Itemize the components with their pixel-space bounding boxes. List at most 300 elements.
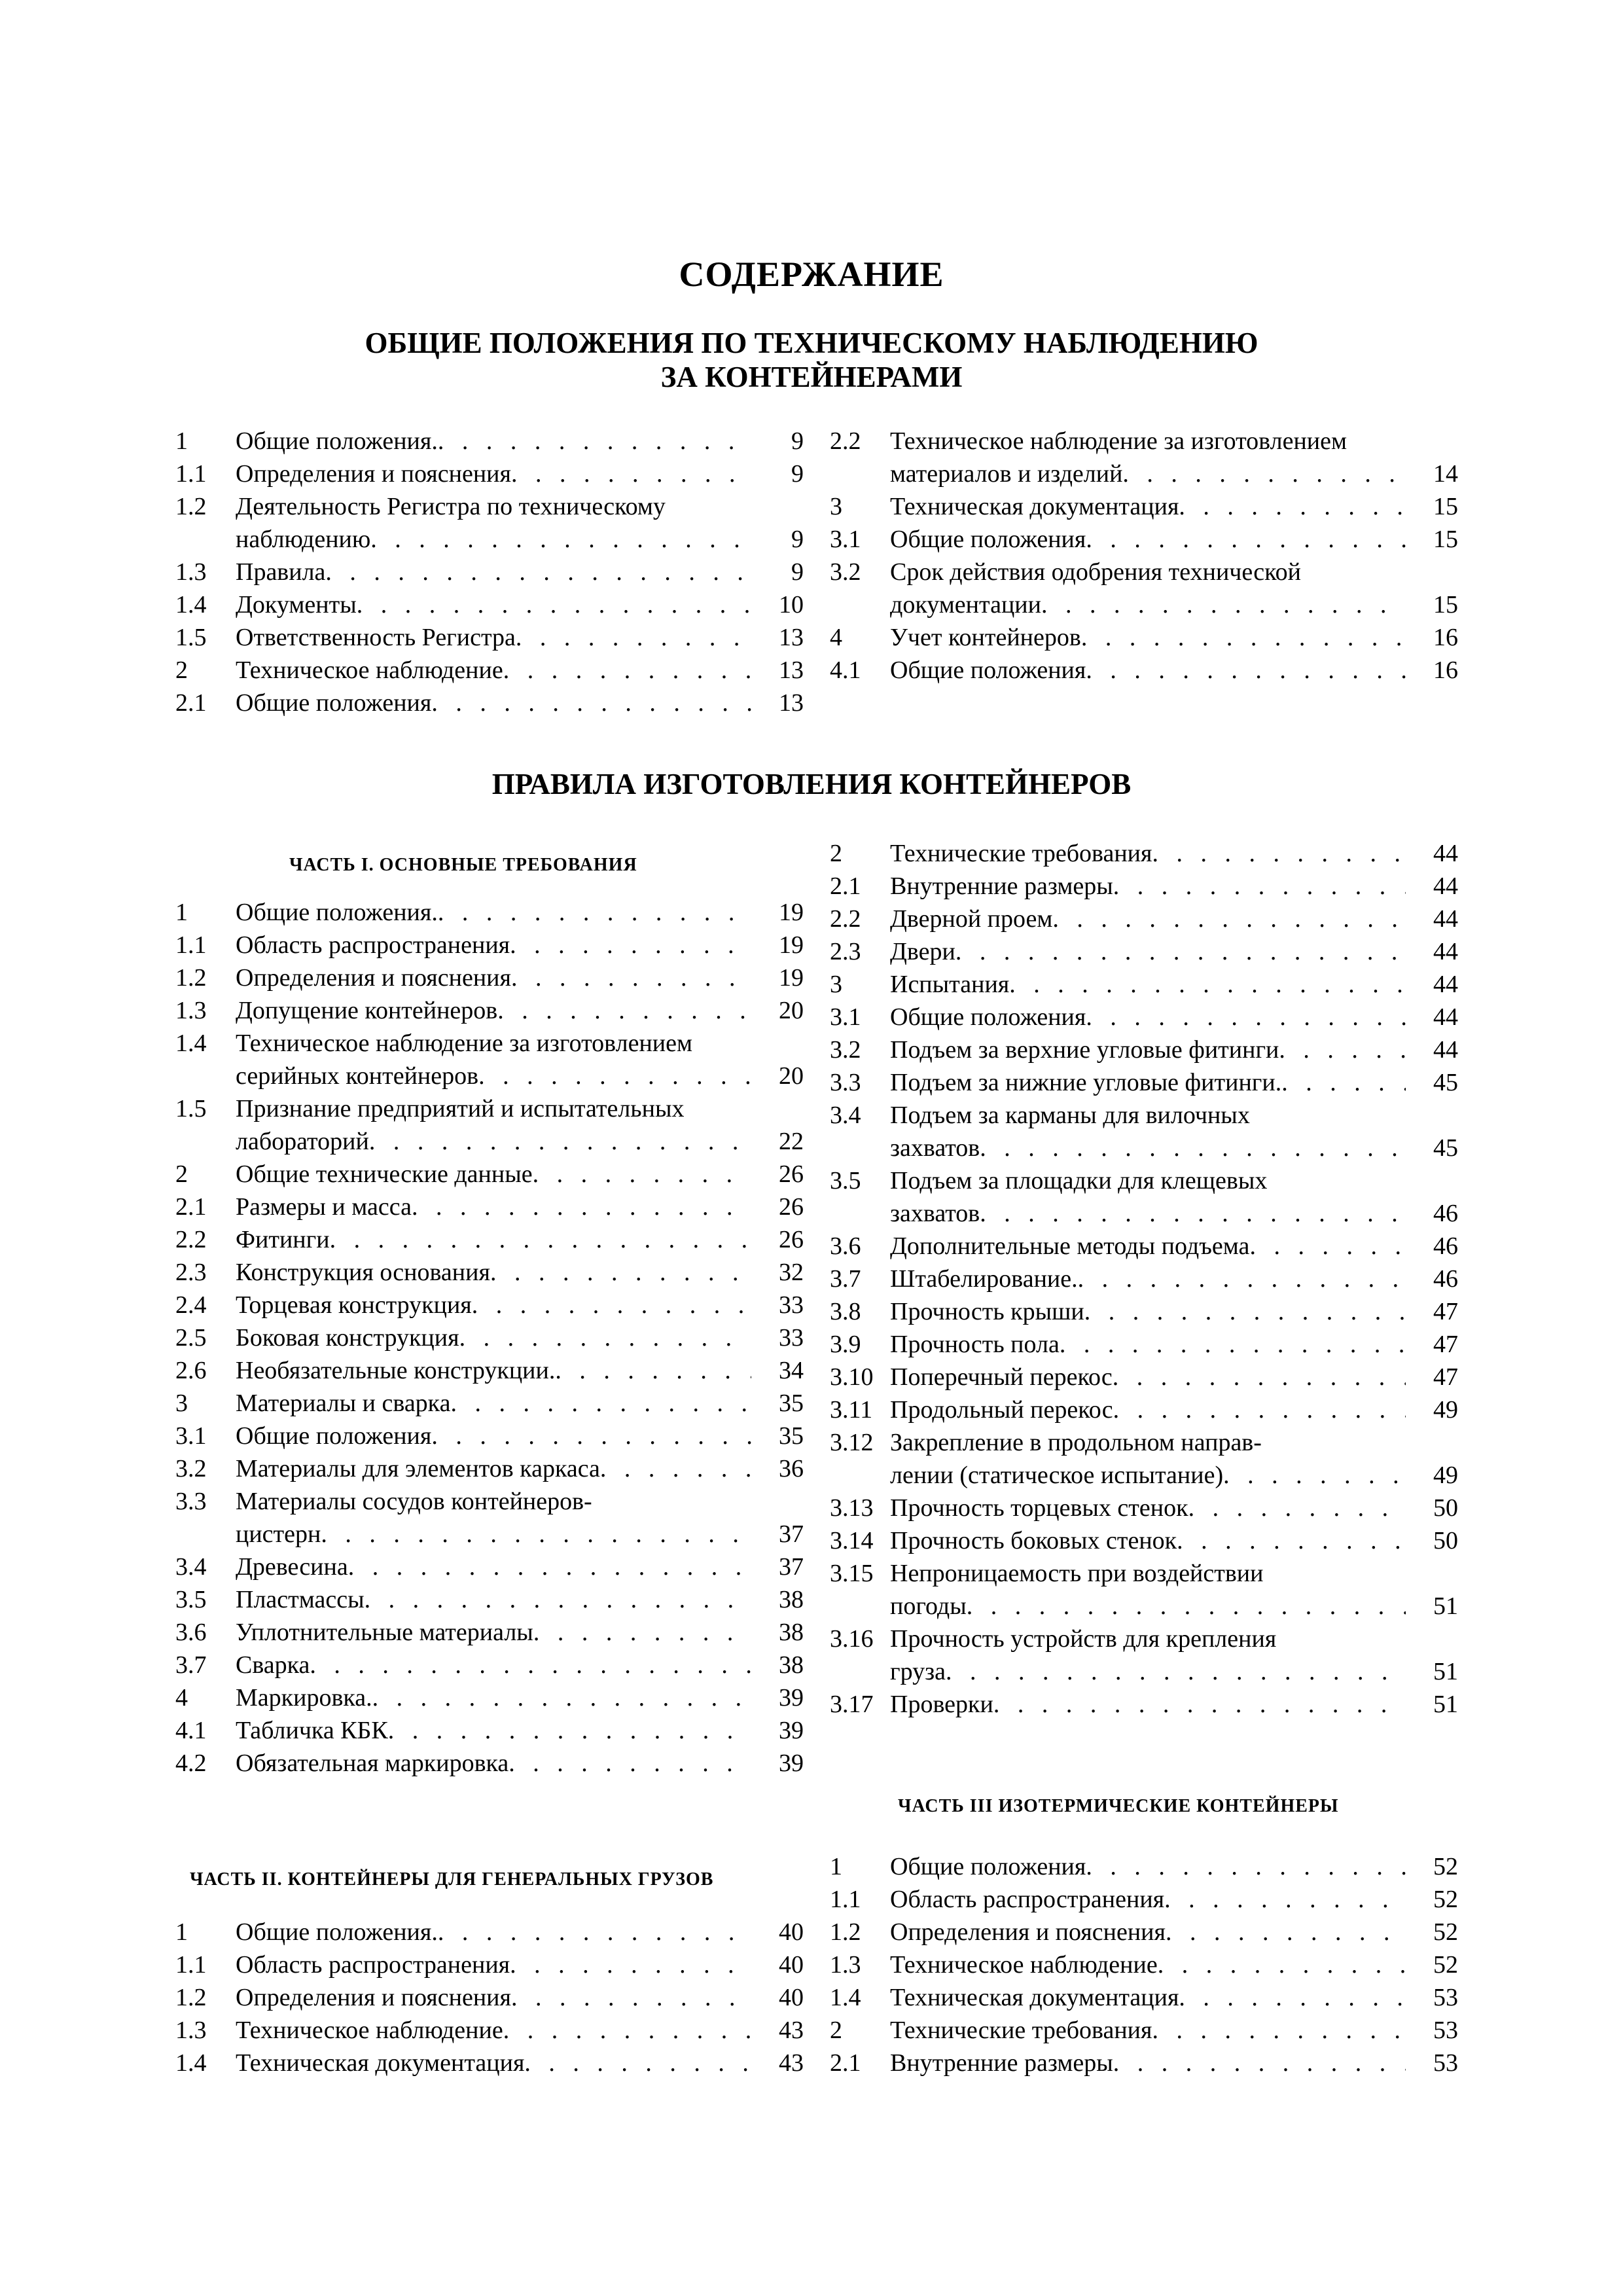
- dot-leader: [478, 1060, 751, 1092]
- toc-entry-number: 4: [175, 1684, 188, 1712]
- toc-entry-page: 46: [1433, 1265, 1458, 1293]
- toc-entry: [175, 1026, 804, 1059]
- toc-entry: [175, 1452, 804, 1484]
- toc-entry-page: 15: [1433, 493, 1458, 520]
- toc-entry-number: 1.3: [175, 2017, 207, 2044]
- toc-entry-label: документации: [890, 591, 1041, 619]
- toc-entry-label: Подъем за верхние угловые фитинги: [890, 1036, 1279, 1064]
- toc-entry-title: [890, 1460, 1406, 1491]
- toc-entry-number: 2.6: [175, 1357, 207, 1384]
- dot-leader: [503, 2015, 751, 2046]
- toc-entry: [830, 522, 1458, 555]
- toc-entry-number: 3.17: [830, 1691, 874, 1718]
- toc-entry-number: 3.16: [830, 1625, 874, 1653]
- toc-entry-number: 2: [175, 1160, 188, 1188]
- toc-entry-label: Боковая конструкция: [236, 1324, 459, 1352]
- toc-entry-page: 9: [791, 558, 804, 586]
- toc-entry-number: 3.10: [830, 1363, 874, 1391]
- toc-entry-page: 20: [779, 997, 804, 1024]
- toc-entry-label: Уплотнительные материалы: [236, 1619, 533, 1646]
- dot-leader: [1009, 969, 1406, 1000]
- toc-entry-page: 38: [779, 1586, 804, 1613]
- toc-entry-number: 2: [830, 840, 842, 867]
- toc-entry-title: [236, 655, 751, 686]
- dot-leader: [348, 1551, 751, 1583]
- toc-entry: [175, 686, 804, 719]
- dot-leader: [955, 936, 1406, 967]
- toc-entry-page: 44: [1433, 872, 1458, 900]
- toc-entry: [830, 1066, 1458, 1098]
- dot-leader: [511, 1982, 751, 2013]
- toc-entry-number: 3.4: [175, 1553, 207, 1581]
- toc-entry-label: цистерн: [236, 1520, 321, 1548]
- dot-leader: [1086, 524, 1406, 555]
- toc-entry-number: 2.2: [830, 905, 861, 933]
- toc-entry: [175, 1321, 804, 1354]
- toc-entry-number: 3.6: [830, 1232, 861, 1260]
- toc-entry-label: Двери: [890, 938, 955, 965]
- toc-entry-page: 53: [1433, 2049, 1458, 2077]
- toc-entry: [830, 1687, 1458, 1720]
- toc-entry-title: [236, 995, 751, 1026]
- toc-entry-title: [236, 2047, 751, 2079]
- toc-entry-label: Общие положения: [890, 526, 1086, 553]
- toc-entry: [175, 1255, 804, 1288]
- toc-entry-page: 16: [1433, 656, 1458, 684]
- toc-entry: [830, 1327, 1458, 1360]
- toc-entry-title: [890, 1525, 1406, 1556]
- dot-leader: [516, 622, 751, 653]
- toc-entry-title: [236, 1453, 751, 1484]
- toc-entry: [175, 620, 804, 653]
- toc-entry-title: [890, 1851, 1406, 1882]
- toc-entry-number: 3.14: [830, 1527, 874, 1554]
- dot-leader: [511, 458, 751, 490]
- toc-entry-page: 40: [779, 1918, 804, 1946]
- toc-entry-title: [236, 491, 751, 522]
- toc-entry: [830, 1458, 1458, 1491]
- toc-entry-label: Техническое наблюдение: [890, 1951, 1158, 1979]
- toc-entry-number: 2.2: [175, 1226, 207, 1253]
- part3-heading: ЧАСТЬ III ИЗОТЕРМИЧЕСКИЕ КОНТЕЙНЕРЫ: [898, 1796, 1339, 1816]
- toc-entry: [175, 522, 804, 555]
- dot-leader: [600, 1453, 751, 1484]
- section1-title-line2: ЗА КОНТЕЙНЕРАМИ: [660, 361, 963, 393]
- dot-leader: [1166, 1916, 1406, 1948]
- toc-entry-label: Документы: [236, 591, 357, 619]
- toc-entry-label: Закрепление в продольном направ-: [890, 1429, 1262, 1456]
- toc-entry: [175, 555, 804, 588]
- toc-entry-number: 3.3: [830, 1069, 861, 1096]
- dot-leader: [511, 962, 751, 994]
- dot-leader: [503, 655, 751, 686]
- toc-entry: [830, 1948, 1458, 1981]
- dot-leader: [1113, 2047, 1406, 2079]
- toc-entry: [175, 961, 804, 994]
- toc-entry-number: 1.1: [175, 931, 207, 959]
- toc-entry-title: [236, 1551, 751, 1583]
- toc-entry-number: 1.4: [175, 2049, 207, 2077]
- toc-entry-label: материалов и изделий: [890, 460, 1123, 488]
- toc-entry: [175, 1092, 804, 1124]
- toc-entry-page: 50: [1433, 1527, 1458, 1554]
- toc-entry-label: Область распространения: [236, 1951, 510, 1979]
- toc-entry-page: 9: [791, 526, 804, 553]
- toc-entry-title: [890, 1427, 1406, 1458]
- dot-leader: [431, 687, 751, 719]
- dot-leader: [370, 524, 751, 555]
- toc-entry-page: 45: [1433, 1134, 1458, 1162]
- toc-entry: [830, 1196, 1458, 1229]
- toc-entry-number: 2.1: [175, 689, 207, 717]
- toc-entry: [175, 1648, 804, 1681]
- toc-entry-number: 3.4: [830, 1102, 861, 1129]
- toc-entry-number: 3.1: [175, 1422, 207, 1450]
- dot-leader: [321, 1518, 751, 1550]
- toc-entry-page: 44: [1433, 1003, 1458, 1031]
- toc-entry-title: [236, 1486, 751, 1517]
- toc-entry-title: [236, 1584, 751, 1615]
- toc-entry-label: Пластмассы: [236, 1586, 365, 1613]
- dot-leader: [533, 1617, 751, 1648]
- toc-entry-label: Общие технические данные: [236, 1160, 533, 1188]
- toc-entry-page: 15: [1433, 591, 1458, 619]
- toc-entry-title: [236, 1093, 751, 1124]
- toc-entry-title: [890, 655, 1406, 686]
- toc-entry-title: [236, 1617, 751, 1648]
- toc-entry-label: Общие положения: [890, 1853, 1086, 1880]
- toc-entry-title: [236, 1982, 751, 2013]
- toc-entry-page: 44: [1433, 840, 1458, 867]
- toc-entry-page: 19: [779, 899, 804, 926]
- dot-leader: [946, 1656, 1406, 1687]
- dot-leader: [510, 1949, 751, 1981]
- toc-entry-number: 1: [830, 1853, 842, 1880]
- toc-entry: [830, 555, 1458, 588]
- dot-leader: [1078, 1263, 1406, 1295]
- toc-entry-page: 22: [779, 1128, 804, 1155]
- toc-entry-label: Общие положения: [890, 656, 1086, 684]
- toc-entry: [830, 1882, 1458, 1915]
- toc-entry-title: [236, 524, 751, 555]
- toc-entry-page: 34: [779, 1357, 804, 1384]
- dot-leader: [497, 995, 751, 1026]
- toc-entry-title: [890, 1361, 1406, 1393]
- dot-leader: [1084, 1296, 1406, 1327]
- toc-entry-label: Подъем за карманы для вилочных: [890, 1102, 1250, 1129]
- toc-entry: [175, 1713, 804, 1746]
- toc-entry: [830, 1491, 1458, 1524]
- toc-entry-page: 49: [1433, 1396, 1458, 1424]
- toc-entry: [830, 2046, 1458, 2079]
- toc-entry-number: 3: [175, 1390, 188, 1417]
- toc-entry-page: 51: [1433, 1691, 1458, 1718]
- toc-entry-title: [236, 589, 751, 620]
- toc-entry-page: 40: [779, 1951, 804, 1979]
- toc-entry-page: 52: [1433, 1951, 1458, 1979]
- toc-entry: [830, 1622, 1458, 1655]
- toc-entry: [175, 490, 804, 522]
- dot-leader: [357, 589, 751, 620]
- toc-entry-label: Штабелирование.: [890, 1265, 1078, 1293]
- toc-entry-number: 2: [175, 656, 188, 684]
- toc-entry-page: 47: [1433, 1363, 1458, 1391]
- toc-entry-number: 2.1: [830, 2049, 861, 2077]
- toc-entry-title: [890, 1623, 1406, 1655]
- toc-entry-title: [236, 1916, 751, 1948]
- toc-entry: [830, 1655, 1458, 1687]
- toc-entry-number: 1.4: [830, 1984, 861, 2011]
- page-title: СОДЕРЖАНИЕ: [679, 255, 944, 294]
- toc-entry-number: 1.4: [175, 591, 207, 619]
- toc-entry-title: [236, 1060, 751, 1092]
- toc-entry-label: Внутренние размеры: [890, 2049, 1113, 2077]
- toc-entry-page: 26: [779, 1226, 804, 1253]
- toc-entry-title: [890, 1100, 1406, 1131]
- toc-entry-label: Фитинги: [236, 1226, 330, 1253]
- section1-toc-left: [175, 424, 804, 719]
- toc-entry: [175, 653, 804, 686]
- toc-entry: [175, 1583, 804, 1615]
- toc-entry-title: [236, 458, 751, 490]
- toc-entry-label: Поперечный перекос: [890, 1363, 1113, 1391]
- toc-entry-page: 9: [791, 460, 804, 488]
- dot-leader: [1223, 1460, 1406, 1491]
- toc-entry-title: [890, 838, 1406, 869]
- toc-entry-label: Внутренние размеры: [890, 872, 1113, 900]
- toc-entry-label: Обязательная маркировка: [236, 1749, 509, 1777]
- dot-leader: [412, 1191, 751, 1223]
- toc-entry-page: 52: [1433, 1886, 1458, 1913]
- toc-entry-title: [236, 2015, 751, 2046]
- toc-entry-title: [890, 870, 1406, 902]
- toc-entry: [175, 1948, 804, 1981]
- toc-entry-page: 39: [779, 1717, 804, 1744]
- toc-entry-number: 4: [830, 624, 842, 651]
- toc-entry-title: [236, 556, 751, 588]
- toc-entry-title: [236, 1949, 751, 1981]
- toc-entry-title: [236, 1649, 751, 1681]
- toc-entry: [175, 1124, 804, 1157]
- toc-entry: [830, 869, 1458, 902]
- toc-entry-label: Материалы для элементов каркаса: [236, 1455, 600, 1482]
- toc-entry-page: 45: [1433, 1069, 1458, 1096]
- toc-entry-title: [236, 1028, 751, 1059]
- toc-entry-number: 1.1: [830, 1886, 861, 1913]
- toc-entry-title: [890, 1656, 1406, 1687]
- toc-entry: [175, 1981, 804, 2013]
- toc-entry: [175, 1615, 804, 1648]
- dot-leader: [369, 1126, 751, 1157]
- toc-entry-title: [890, 1394, 1406, 1426]
- toc-entry: [830, 588, 1458, 620]
- toc-entry-number: 2.1: [830, 872, 861, 900]
- toc-entry-page: 44: [1433, 938, 1458, 965]
- toc-entry-page: 46: [1433, 1232, 1458, 1260]
- dot-leader: [508, 1748, 751, 1779]
- toc-entry-number: 3.7: [830, 1265, 861, 1293]
- dot-leader: [1249, 1230, 1406, 1262]
- toc-entry-label: Прочность пола: [890, 1331, 1060, 1358]
- toc-entry-label: Область распространения: [890, 1886, 1165, 1913]
- toc-entry-page: 39: [779, 1684, 804, 1712]
- toc-entry-title: [236, 1191, 751, 1223]
- toc-entry-number: 3.7: [175, 1651, 207, 1679]
- toc-entry-label: Допущение контейнеров: [236, 997, 498, 1024]
- toc-entry-page: 43: [779, 2017, 804, 2044]
- toc-entry-label: Правила: [236, 558, 326, 586]
- toc-entry-label: Прочность крыши: [890, 1298, 1084, 1325]
- toc-entry: [830, 1164, 1458, 1196]
- toc-entry-title: [236, 1355, 751, 1386]
- toc-entry-title: [890, 556, 1406, 588]
- toc-entry-number: 1.3: [175, 997, 207, 1024]
- toc-entry-number: 3.9: [830, 1331, 861, 1358]
- part2-heading: ЧАСТЬ II. КОНТЕЙНЕРЫ ДЛЯ ГЕНЕРАЛЬНЫХ ГРУЗОВ: [190, 1869, 714, 1890]
- toc-entry-page: 46: [1433, 1200, 1458, 1227]
- toc-entry-label: Определения и пояснения: [236, 1984, 511, 2011]
- dot-leader: [1177, 1525, 1406, 1556]
- toc-entry-label: Ответственность Регистра: [236, 624, 516, 651]
- toc-entry: [175, 1484, 804, 1517]
- toc-entry: [830, 620, 1458, 653]
- toc-entry-page: 13: [779, 624, 804, 651]
- toc-entry-label: Прочность торцевых стенок: [890, 1494, 1188, 1522]
- toc-entry-page: 38: [779, 1619, 804, 1646]
- toc-entry-title: [236, 1257, 751, 1288]
- toc-entry: [830, 2013, 1458, 2046]
- toc-entry-number: 3.3: [175, 1488, 207, 1515]
- toc-entry-label: Срок действия одобрения технической: [890, 558, 1301, 586]
- toc-entry-page: 44: [1433, 1036, 1458, 1064]
- toc-entry-label: Необязательные конструкции.: [236, 1357, 556, 1384]
- toc-entry: [175, 2046, 804, 2079]
- toc-entry-label: Древесина: [236, 1553, 348, 1581]
- dot-leader: [1152, 838, 1406, 869]
- toc-entry-title: [890, 2047, 1406, 2079]
- toc-entry-label: Техническое наблюдение: [236, 656, 503, 684]
- dot-leader: [555, 1355, 751, 1386]
- toc-entry-label: груза: [890, 1658, 946, 1685]
- toc-entry-title: [890, 1165, 1406, 1196]
- toc-entry: [175, 895, 804, 928]
- toc-entry-page: 37: [779, 1520, 804, 1548]
- toc-entry-label: Технические требования: [890, 2017, 1152, 2044]
- toc-entry-number: 3: [830, 493, 842, 520]
- toc-entry-label: Маркировка.: [236, 1684, 372, 1712]
- dot-leader: [450, 1388, 751, 1419]
- toc-entry-page: 16: [1433, 624, 1458, 651]
- dot-leader: [1179, 491, 1406, 522]
- dot-leader: [533, 1158, 751, 1190]
- dot-leader: [310, 1649, 751, 1681]
- dot-leader: [438, 425, 751, 457]
- toc-entry: [175, 1746, 804, 1779]
- toc-entry: [830, 1981, 1458, 2013]
- dot-leader: [1164, 1884, 1406, 1915]
- toc-entry-title: [236, 1126, 751, 1157]
- toc-entry: [175, 1354, 804, 1386]
- toc-entry-page: 32: [779, 1259, 804, 1286]
- toc-entry-label: Признание предприятий и испытательных: [236, 1095, 685, 1122]
- section1-title: [0, 326, 1623, 394]
- section1-title-line1: ОБЩИЕ ПОЛОЖЕНИЯ ПО ТЕХНИЧЕСКОМУ НАБЛЮДЕНИЮ: [365, 327, 1258, 359]
- toc-entry: [830, 1850, 1458, 1882]
- toc-entry-title: [890, 1132, 1406, 1164]
- toc-entry: [175, 1288, 804, 1321]
- dot-leader: [1122, 458, 1406, 490]
- toc-entry-title: [890, 622, 1406, 653]
- toc-entry-label: Определения и пояснения: [236, 460, 511, 488]
- toc-entry-label: Общие положения: [236, 689, 432, 717]
- toc-entry-title: [236, 1388, 751, 1419]
- toc-entry-number: 3.2: [175, 1455, 207, 1482]
- section1-toc-right: [830, 424, 1458, 686]
- toc-entry: [830, 1033, 1458, 1066]
- toc-entry-title: [236, 1420, 751, 1452]
- toc-entry: [175, 1915, 804, 1948]
- toc-entry-page: 36: [779, 1455, 804, 1482]
- toc-entry-number: 3.1: [830, 526, 861, 553]
- toc-entry: [175, 2013, 804, 2046]
- toc-entry: [830, 1556, 1458, 1589]
- toc-entry-title: [890, 1982, 1406, 2013]
- toc-entry-title: [236, 962, 751, 994]
- toc-entry-label: Общие положения: [236, 1422, 432, 1450]
- toc-entry-title: [236, 897, 751, 928]
- part2-toc: [175, 1915, 804, 2079]
- toc-entry-page: 19: [779, 931, 804, 959]
- dot-leader: [1081, 622, 1406, 653]
- dot-leader: [1086, 1851, 1406, 1882]
- toc-entry-label: Технические требования: [890, 840, 1152, 867]
- toc-entry-page: 35: [779, 1390, 804, 1417]
- toc-entry-title: [890, 1689, 1406, 1720]
- toc-entry-title: [890, 1296, 1406, 1327]
- dot-leader: [472, 1289, 751, 1321]
- toc-entry-label: Общие положения.: [236, 899, 438, 926]
- toc-entry-page: 51: [1433, 1592, 1458, 1620]
- toc-entry-label: Торцевая конструкция: [236, 1291, 472, 1319]
- toc-entry-page: 44: [1433, 971, 1458, 998]
- dot-leader: [372, 1682, 751, 1713]
- toc-entry-label: Материалы сосудов контейнеров-: [236, 1488, 592, 1515]
- toc-entry-title: [890, 1590, 1406, 1622]
- toc-entry: [175, 1681, 804, 1713]
- toc-entry-title: [236, 1224, 751, 1255]
- toc-entry-number: 3.15: [830, 1560, 874, 1587]
- toc-entry: [830, 1426, 1458, 1458]
- toc-entry-label: Техническая документация: [890, 1984, 1179, 2011]
- toc-entry-page: 47: [1433, 1331, 1458, 1358]
- toc-entry-label: Подъем за нижние угловые фитинги.: [890, 1069, 1282, 1096]
- toc-entry: [175, 424, 804, 457]
- toc-entry-number: 3.12: [830, 1429, 874, 1456]
- toc-entry-number: 3.13: [830, 1494, 874, 1522]
- toc-entry-number: 4.2: [175, 1749, 207, 1777]
- toc-entry-title: [890, 1034, 1406, 1066]
- toc-entry-label: Деятельность Регистра по техническому: [236, 493, 666, 520]
- dot-leader: [510, 929, 751, 961]
- toc-entry-number: 2.3: [830, 938, 861, 965]
- toc-entry: [175, 1190, 804, 1223]
- toc-entry: [830, 490, 1458, 522]
- toc-entry-page: 49: [1433, 1462, 1458, 1489]
- toc-entry-title: [890, 1263, 1406, 1295]
- toc-entry-page: 19: [779, 964, 804, 992]
- dot-leader: [1158, 1949, 1406, 1981]
- toc-entry-number: 3.2: [830, 1036, 861, 1064]
